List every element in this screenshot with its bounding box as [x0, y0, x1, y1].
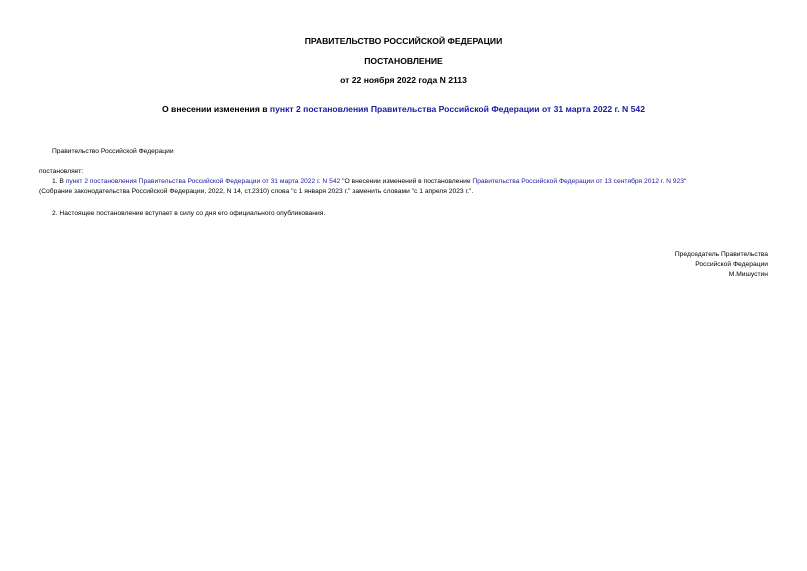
item-1-end: " [683, 178, 687, 185]
signature-title-line-2: Российской Федерации [695, 261, 768, 268]
signature-name: М.Мишустин [728, 271, 768, 278]
decides-word: постановляет: [39, 168, 84, 175]
subject-prefix: О внесении изменения в [161, 104, 270, 114]
document-date-number: от 22 ноября 2022 года N 2113 [340, 75, 467, 85]
item-1-link-resolution-923[interactable]: Правительства Российской Федерации от 13 сентября 2012 г. N 923 [472, 178, 684, 185]
subject-link[interactable]: пункт 2 постановления Правительства Российской Федерации от 31 марта 2022 г. N 542 [269, 104, 645, 114]
item-1-number: 1. В [52, 178, 66, 185]
preamble: Правительство Российской Федерации [52, 148, 174, 155]
item-1-line-2: (Собрание законодательства Российской Федерации, 2022, N 14, ст.2310) слова "с 1 января 2023 г." заменить словами "с 1 апреля 2023 г.". [39, 188, 474, 195]
item-2: 2. Настоящее постановление вступает в силу со дня его официального опубликования. [52, 210, 326, 217]
signature-title-line-1: Председатель Правительства [674, 251, 768, 258]
document-subject [0, 104, 807, 115]
item-1-link-resolution-542[interactable]: пункт 2 постановления Правительства Российской Федерации от 31 марта 2022 г. N 542 [65, 178, 341, 185]
item-1-middle: "О внесении изменений в постановление [340, 178, 473, 185]
issuing-authority: ПРАВИТЕЛЬСТВО РОССИЙСКОЙ ФЕДЕРАЦИИ [304, 36, 503, 46]
document-kind: ПОСТАНОВЛЕНИЕ [364, 56, 443, 66]
